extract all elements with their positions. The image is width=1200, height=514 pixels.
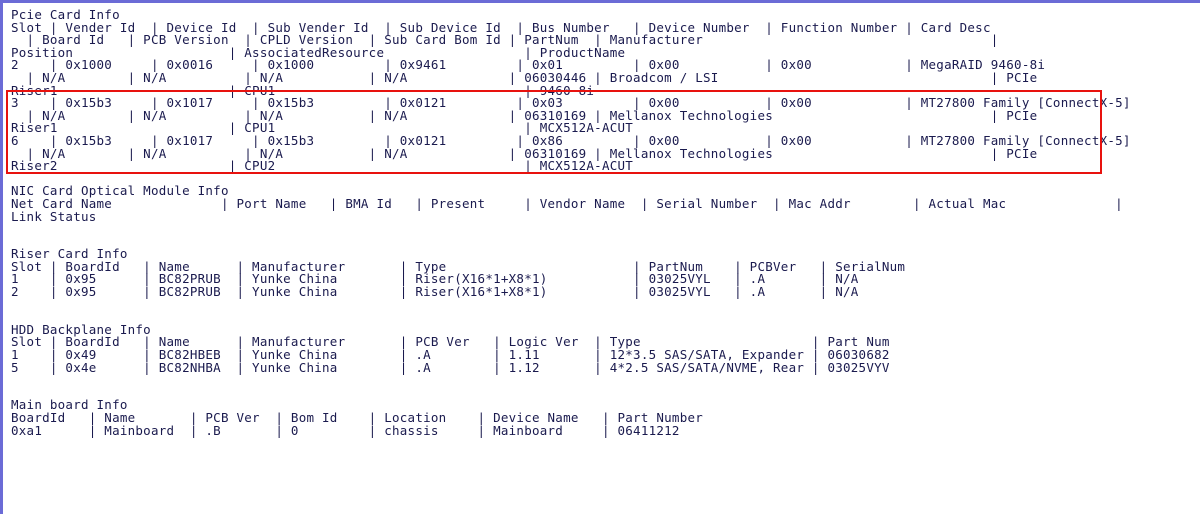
pcie-row-slot6-line-2: | N/A | N/A | N/A | N/A | 06310169 | Mellanox Technologies | PCIe	[11, 145, 1038, 161]
pcie-row-slot2-line-3: Riser1 | CPU1 | 9460-8i	[11, 82, 595, 98]
riser-row-1: 1 | 0x95 | BC82PRUB | Yunke China | Riser(X16*1+X8*1) | 03025VYL | .A | N/A	[11, 271, 859, 287]
mainboard-row-1: 0xa1 | Mainboard | .B | 0 | chassis | Mainboard | 06411212	[11, 422, 680, 438]
terminal-content	[6, 4, 1200, 437]
riser-header-line: Slot | BoardId | Name | Manufacturer | Type | PartNum | PCBVer | SerialNum	[11, 258, 906, 274]
window-left-border	[0, 0, 3, 514]
pcie-row-slot3-line-2: | N/A | N/A | N/A | N/A | 06310169 | Mellanox Technologies | PCIe	[11, 107, 1038, 123]
nic-header-line-2: Link Status	[11, 208, 97, 224]
pcie-header-line-2: | Board Id | PCB Version | CPLD Version | Sub Card Bom Id | PartNum | Manufacturer |	[11, 32, 999, 48]
riser-card-info-title: Riser Card Info	[11, 246, 128, 262]
spacer-line	[11, 236, 1200, 249]
pcie-row-slot3-line-1: 3 | 0x15b3 | 0x1017 | 0x15b3 | 0x0121 | 0x03 | 0x00 | 0x00 | MT27800 Family [ConnectX-5]	[11, 95, 1131, 111]
nic-header-line-1: Net Card Name | Port Name | BMA Id | Present | Vendor Name | Serial Number | Mac Addr | Actual Mac |	[11, 195, 1123, 211]
hdd-row-1: 1 | 0x49 | BC82HBEB | Yunke China | .A | 1.11 | 12*3.5 SAS/SATA, Expander | 06030682	[11, 347, 890, 363]
pcie-row-slot6-line-1: 6 | 0x15b3 | 0x1017 | 0x15b3 | 0x0121 | 0x86 | 0x00 | 0x00 | MT27800 Family [ConnectX-5]	[11, 132, 1131, 148]
pcie-header-line-3: Position | AssociatedResource | ProductName	[11, 44, 626, 60]
nic-card-optical-module-info-title: NIC Card Optical Module Info	[11, 183, 229, 199]
pcie-row-slot2-line-1: 2 | 0x1000 | 0x0016 | 0x1000 | 0x9461 | 0x01 | 0x00 | 0x00 | MegaRAID 9460-8i	[11, 57, 1046, 73]
riser-row-2: 2 | 0x95 | BC82PRUB | Yunke China | Riser(X16*1+X8*1) | 03025VYL | .A | N/A	[11, 284, 859, 300]
mainboard-header-line: BoardId | Name | PCB Ver | Bom Id | Location | Device Name | Part Number	[11, 410, 704, 425]
main-board-info-title: Main board Info	[11, 397, 128, 413]
window-top-border	[0, 0, 1200, 3]
pcie-row-slot6-line-3: Riser2 | CPU2 | MCX512A-ACUT	[11, 158, 634, 174]
hdd-backplane-info-title: HDD Backplane Info	[11, 321, 151, 337]
pcie-row-slot2-line-2: | N/A | N/A | N/A | N/A | 06030446 | Broadcom / LSI | PCIe	[11, 69, 1038, 85]
spacer-line	[11, 223, 1200, 236]
hdd-row-2: 5 | 0x4e | BC82NHBA | Yunke China | .A | 1.12 | 4*2.5 SAS/SATA/NVME, Rear | 03025VYV	[11, 359, 890, 375]
pcie-card-info-title: Pcie Card Info	[11, 7, 120, 22]
spacer-line	[11, 299, 1200, 312]
pcie-row-slot3-line-3: Riser1 | CPU1 | MCX512A-ACUT	[11, 120, 634, 136]
spacer-line	[11, 374, 1200, 387]
hdd-header-line: Slot | BoardId | Name | Manufacturer | PCB Ver | Logic Ver | Type | Part Num	[11, 334, 890, 350]
spacer-line	[11, 311, 1200, 324]
spacer-line	[11, 387, 1200, 400]
pcie-header-line-1: Slot | Vender Id | Device Id | Sub Vender Id | Sub Device Id | Bus Number | Device Number | Function Number | Card Desc	[11, 19, 991, 35]
